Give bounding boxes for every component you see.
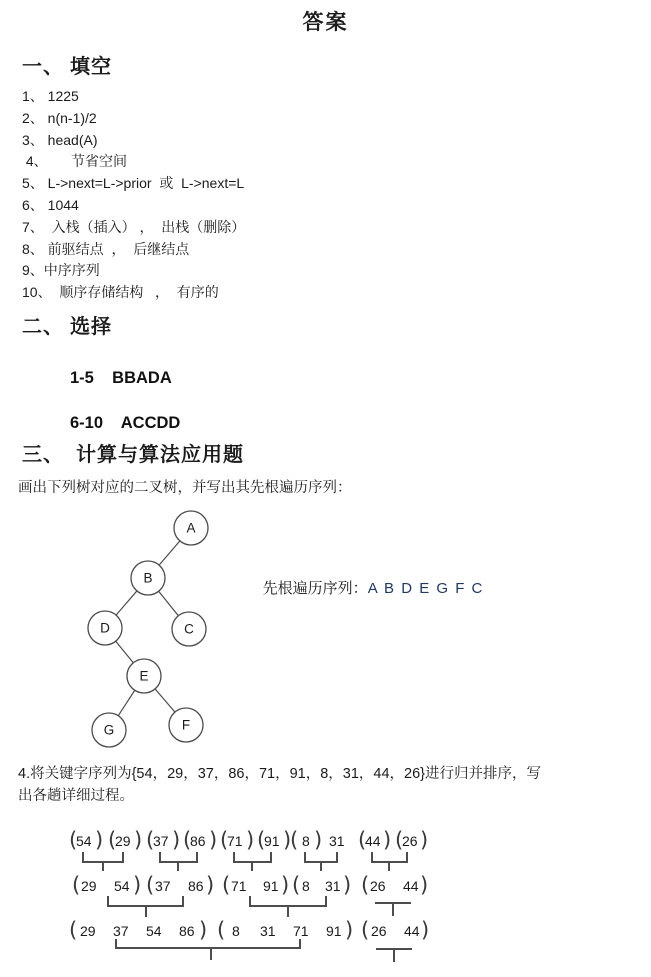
- merge-bracket: ): [283, 828, 292, 852]
- merge-bracket: (: [108, 828, 117, 852]
- merge-connector-2954-3786: [108, 896, 183, 917]
- merge-bracket: ): [420, 873, 429, 897]
- merge-bracket: (: [361, 873, 370, 897]
- merge-key-row3: 31: [260, 923, 276, 939]
- merge-key-row3: 26: [371, 923, 387, 939]
- merge-key-row3: 54: [146, 923, 162, 939]
- merge-bracket: (: [257, 828, 266, 852]
- merge-key-row2: 91: [263, 878, 279, 894]
- fill-blank-item: 2、 n(n-1)/2: [22, 109, 97, 126]
- merge-bracket: ): [383, 828, 392, 852]
- merge-key-row2: 71: [231, 878, 247, 894]
- merge-key-row1: 26: [402, 833, 418, 849]
- preorder-answer: A B D E G F C: [367, 580, 484, 597]
- merge-key-row1: 54: [76, 833, 92, 849]
- merge-connector-quads: [116, 939, 300, 960]
- merge-bracket: (: [72, 873, 81, 897]
- section-heading-fill-blank: 一、 填空: [22, 56, 112, 78]
- fill-blank-item: 9、中序序列: [22, 262, 100, 279]
- preorder-label: 先根遍历序列：: [262, 580, 368, 597]
- section-heading-application: 三、 计算与算法应用题: [22, 444, 244, 466]
- merge-question-line1: 4.将关键字序列为{54，29，37，86，71，91，8，31，44，26}进行归并排序，写: [18, 766, 541, 782]
- merge-key-row1: 71: [227, 833, 243, 849]
- fill-blank-item: 6、 1044: [22, 196, 79, 213]
- choice-answer-line: 6-10 ACCDD: [70, 414, 181, 432]
- merge-key-row2: 8: [302, 878, 310, 894]
- merge-bracket: (: [290, 828, 299, 852]
- tree-node-label-A: A: [186, 520, 196, 536]
- merge-connector-2644-pass3: [376, 949, 412, 962]
- tree-node-label-B: B: [143, 570, 153, 586]
- merge-key-row1: 86: [190, 833, 206, 849]
- tree-question-text: 画出下列树对应的二叉树，并写出其先根遍历序列：: [18, 480, 352, 496]
- merge-connector-8-31: [305, 852, 337, 871]
- merge-bracket: ): [199, 918, 208, 942]
- merge-key-row3: 91: [326, 923, 342, 939]
- tree-node-label-D: D: [100, 620, 110, 636]
- merge-key-row1: 37: [153, 833, 169, 849]
- fill-blank-item: 7、 入栈（插入） ， 出栈（删除）: [22, 218, 246, 235]
- merge-bracket: (: [146, 828, 155, 852]
- merge-bracket: ): [133, 873, 142, 897]
- merge-key-row1: 31: [329, 833, 345, 849]
- merge-bracket: ): [420, 828, 429, 852]
- merge-bracket: ): [95, 828, 104, 852]
- binary-tree-diagram: [88, 511, 208, 747]
- tree-node-label-C: C: [184, 621, 194, 637]
- merge-bracket: (: [361, 918, 370, 942]
- merge-key-row1: 8: [302, 833, 310, 849]
- merge-bracket: ): [134, 828, 143, 852]
- merge-bracket: (: [183, 828, 192, 852]
- section-heading-choice: 二、 选择: [22, 316, 112, 338]
- merge-key-row3: 8: [232, 923, 240, 939]
- merge-key-row3: 86: [179, 923, 195, 939]
- merge-key-row1: 91: [264, 833, 280, 849]
- merge-key-row3: 71: [293, 923, 309, 939]
- merge-key-row2: 54: [114, 878, 130, 894]
- merge-key-row2: 86: [188, 878, 204, 894]
- merge-key-row2: 37: [155, 878, 171, 894]
- tree-node-label-E: E: [139, 668, 149, 684]
- merge-bracket: ): [345, 918, 354, 942]
- merge-bracket: ): [209, 828, 218, 852]
- merge-key-row3: 37: [113, 923, 129, 939]
- merge-key-row3: 29: [80, 923, 96, 939]
- tree-node-label-F: F: [181, 717, 191, 733]
- merge-connector-7191-831: [250, 896, 326, 917]
- page-title: 答案: [302, 10, 349, 34]
- fill-blank-item: 4、 节省空间: [22, 153, 128, 170]
- merge-bracket: (: [69, 918, 78, 942]
- merge-key-row3: 44: [404, 923, 420, 939]
- merge-bracket: (: [220, 828, 229, 852]
- merge-bracket: ): [281, 873, 290, 897]
- merge-bracket: (: [146, 873, 155, 897]
- merge-bracket: (: [217, 918, 226, 942]
- merge-key-row2: 26: [370, 878, 386, 894]
- merge-key-row1: 29: [115, 833, 131, 849]
- merge-bracket: ): [314, 828, 323, 852]
- merge-bracket: ): [343, 873, 352, 897]
- fill-blank-item: 10、 顺序存储结构 ， 有序的: [22, 284, 219, 301]
- merge-connector-71-91: [234, 852, 271, 871]
- fill-blank-item: 8、 前驱结点 ， 后继结点: [22, 240, 190, 257]
- merge-bracket: (: [292, 873, 301, 897]
- merge-connector-2644-pass2: [375, 903, 411, 916]
- merge-connector-44-26: [372, 852, 407, 871]
- merge-bracket: (: [222, 873, 231, 897]
- fill-blank-item: 1、 1225: [22, 88, 79, 104]
- choice-answer-line: 1-5 BBADA: [70, 369, 172, 387]
- merge-key-row2: 44: [403, 878, 419, 894]
- merge-question-line2: 出各趟详细过程。: [18, 788, 134, 804]
- merge-sort-diagram: [69, 828, 429, 962]
- merge-connector-54-29: [83, 852, 123, 871]
- merge-key-row1: 44: [365, 833, 381, 849]
- merge-bracket: (: [69, 828, 78, 852]
- merge-key-row2: 31: [325, 878, 341, 894]
- merge-bracket: (: [395, 828, 404, 852]
- merge-connector-37-86: [160, 852, 197, 871]
- merge-bracket: ): [172, 828, 181, 852]
- tree-node-label-G: G: [103, 722, 115, 738]
- fill-blank-item: 5、 L->next=L->prior 或 L->next=L: [22, 175, 245, 192]
- merge-bracket: ): [206, 873, 215, 897]
- fill-blank-item: 3、 head(A): [22, 131, 98, 148]
- merge-key-row2: 29: [81, 878, 97, 894]
- merge-bracket: ): [421, 918, 430, 942]
- merge-bracket: (: [358, 828, 367, 852]
- merge-bracket: ): [246, 828, 255, 852]
